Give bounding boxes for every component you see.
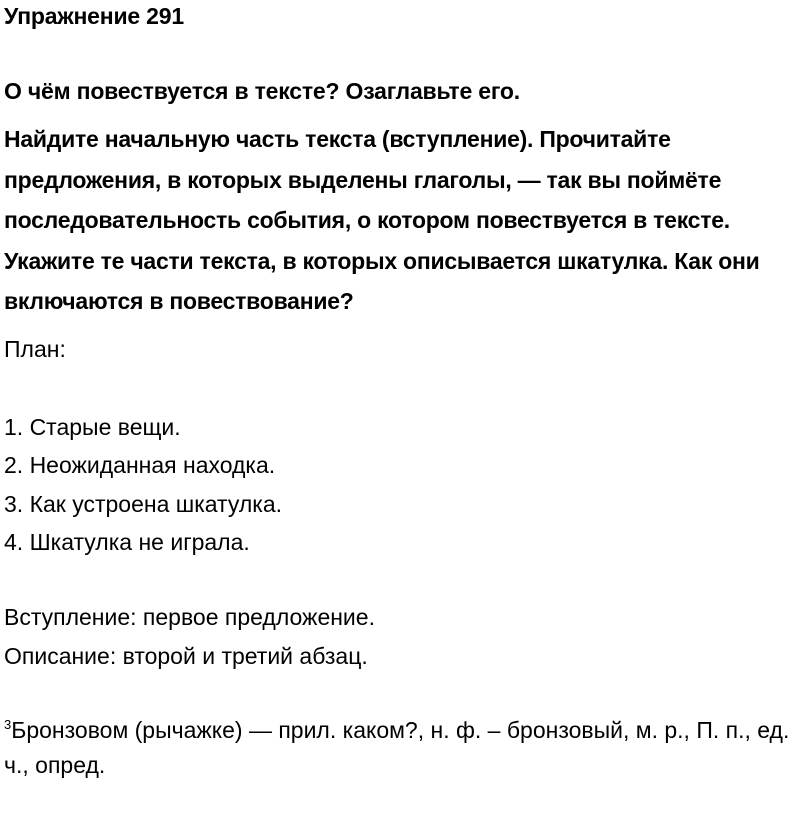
plan-item: 1. Старые вещи.	[4, 413, 181, 440]
answer-intro: Вступление: первое предложение.	[4, 603, 375, 630]
footnote-text: Бронзовом (рычажке) — прил. каком?, н. ф. – бронзовый, м. р., П. п., ед. ч., опред.	[4, 716, 790, 778]
footnote-marker: 3	[4, 716, 12, 732]
plan-label: План:	[4, 335, 66, 362]
task-text: Найдите начальную часть текста (вступление). Прочитайте предложения, в которых выделены глаголы, — так вы поймёте последовательность события, о котором повествуется в тексте. Укажите те части текста, в которых описывается шкатулка. Как они включаются в повествование?	[4, 126, 760, 314]
footnote	[4, 713, 798, 783]
answer-description: Описание: второй и третий абзац.	[4, 642, 368, 669]
question-1: О чём повествуется в тексте? Озаглавьте его.	[4, 78, 520, 104]
plan-list	[4, 408, 798, 562]
plan-item: 2. Неожиданная находка.	[4, 452, 276, 478]
exercise-title: Упражнение 291	[4, 3, 184, 29]
plan-item: 4. Шкатулка не играла.	[4, 529, 250, 555]
exercise-content	[4, 0, 798, 783]
plan-item: 3. Как устроена шкатулка.	[4, 490, 283, 517]
answers-block	[4, 598, 798, 676]
